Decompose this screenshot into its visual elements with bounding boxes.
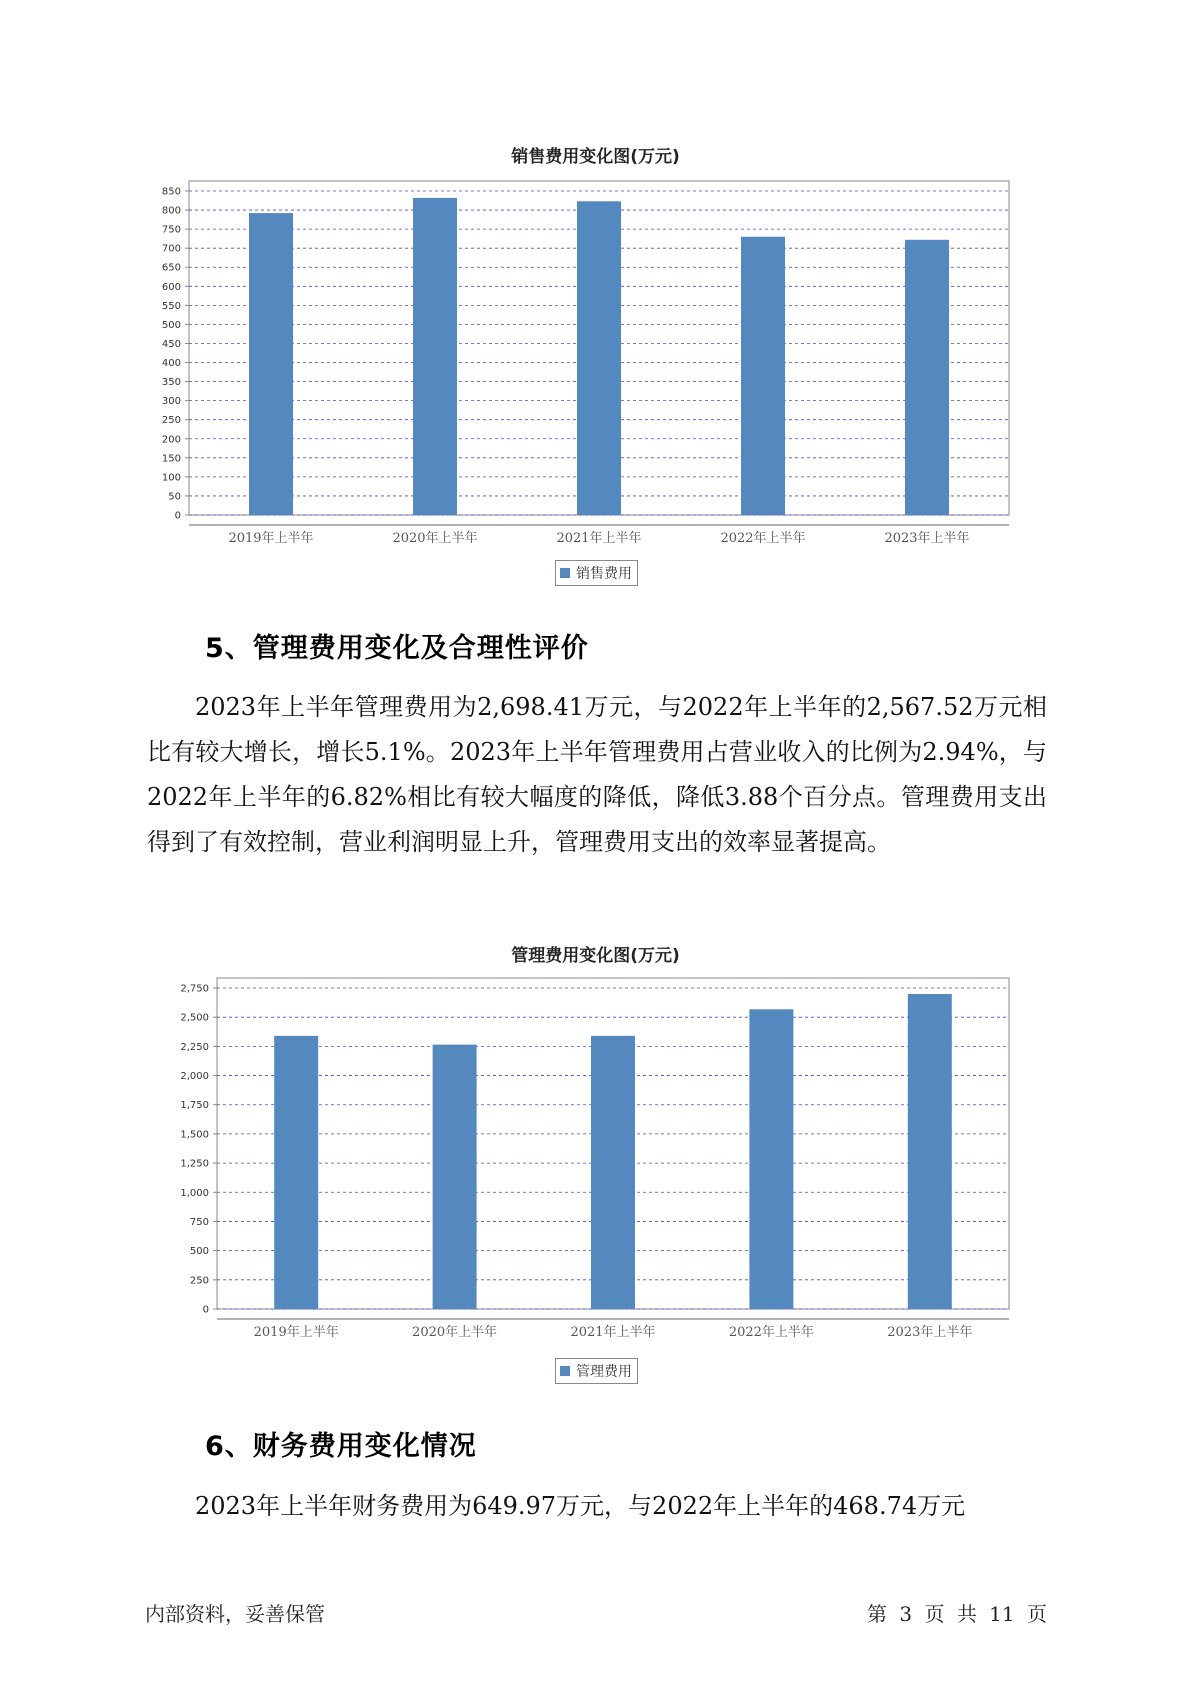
bar (591, 1036, 635, 1309)
section-5-heading: 5、管理费用变化及合理性评价 (205, 633, 589, 664)
sales-chart-title: 销售费用变化图(万元) (511, 147, 680, 167)
y-tick-label: 250 (189, 1275, 209, 1287)
legend-swatch-icon (560, 1366, 570, 1376)
y-tick-label: 150 (161, 453, 181, 465)
x-tick-label: 2019年上半年 (228, 531, 314, 546)
x-tick-label: 2022年上半年 (720, 531, 806, 546)
y-tick-label: 650 (161, 262, 181, 274)
x-tick-label: 2020年上半年 (392, 531, 478, 546)
bar (274, 1036, 318, 1309)
y-tick-label: 100 (161, 472, 181, 484)
y-tick-label: 2,000 (180, 1071, 209, 1083)
y-tick-label: 2,500 (180, 1012, 209, 1024)
bar (433, 1045, 477, 1309)
y-tick-label: 50 (168, 491, 181, 503)
x-tick-label: 2021年上半年 (570, 1325, 656, 1340)
legend-label: 销售费用 (576, 566, 632, 582)
section-5-paragraph: 2023年上半年管理费用为2,698.41万元，与2022年上半年的2,567.52万元相比有较大增长，增长5.1%。2023年上半年管理费用占营业收入的比例为2.94%，与2022年上半年的6.82%相比有较大幅度的降低，降低3.88个百分点。管理费用支出得到了有效控制，营业利润明显上升，管理费用支出的效率显著提高。 (147, 693, 1047, 856)
x-tick-label: 2019年上半年 (253, 1325, 339, 1340)
y-tick-label: 0 (174, 510, 181, 522)
section-6-paragraph: 2023年上半年财务费用为649.97万元，与2022年上半年的468.74万元 (195, 1492, 966, 1520)
y-tick-label: 1,750 (180, 1100, 209, 1112)
y-tick-label: 0 (202, 1304, 209, 1316)
y-tick-label: 2,750 (180, 983, 209, 995)
y-tick-label: 750 (189, 1216, 209, 1228)
x-tick-label: 2023年上半年 (887, 1325, 973, 1340)
y-tick-label: 1,000 (180, 1187, 209, 1199)
y-tick-label: 850 (161, 186, 181, 198)
y-tick-label: 500 (161, 319, 181, 331)
y-tick-label: 550 (161, 300, 181, 312)
y-tick-label: 700 (161, 243, 181, 255)
bar (908, 994, 952, 1309)
x-tick-label: 2021年上半年 (556, 531, 642, 546)
bar (749, 1009, 793, 1309)
x-tick-label: 2023年上半年 (884, 531, 970, 546)
y-tick-label: 450 (161, 338, 181, 350)
y-tick-label: 1,250 (180, 1158, 209, 1170)
y-tick-label: 400 (161, 358, 181, 370)
y-tick-label: 750 (161, 224, 181, 236)
y-tick-label: 600 (161, 281, 181, 293)
y-tick-label: 2,250 (180, 1041, 209, 1053)
admin-chart-legend (555, 1358, 638, 1384)
x-tick-label: 2020年上半年 (412, 1325, 498, 1340)
x-tick-label: 2022年上半年 (728, 1325, 814, 1340)
y-tick-label: 1,500 (180, 1129, 209, 1141)
admin-chart-title: 管理费用变化图(万元) (511, 946, 680, 966)
footer-page-number: 第 3 页 共 11 页 (867, 1602, 1047, 1626)
y-tick-label: 800 (161, 205, 181, 217)
footer-confidential-note: 内部资料，妥善保管 (145, 1602, 325, 1626)
y-tick-label: 200 (161, 434, 181, 446)
y-tick-label: 500 (189, 1246, 209, 1258)
y-tick-label: 250 (161, 415, 181, 427)
section-6-heading: 6、财务费用变化情况 (205, 1431, 477, 1462)
legend-label: 管理费用 (576, 1364, 632, 1380)
y-tick-label: 350 (161, 377, 181, 389)
y-tick-label: 300 (161, 396, 181, 408)
